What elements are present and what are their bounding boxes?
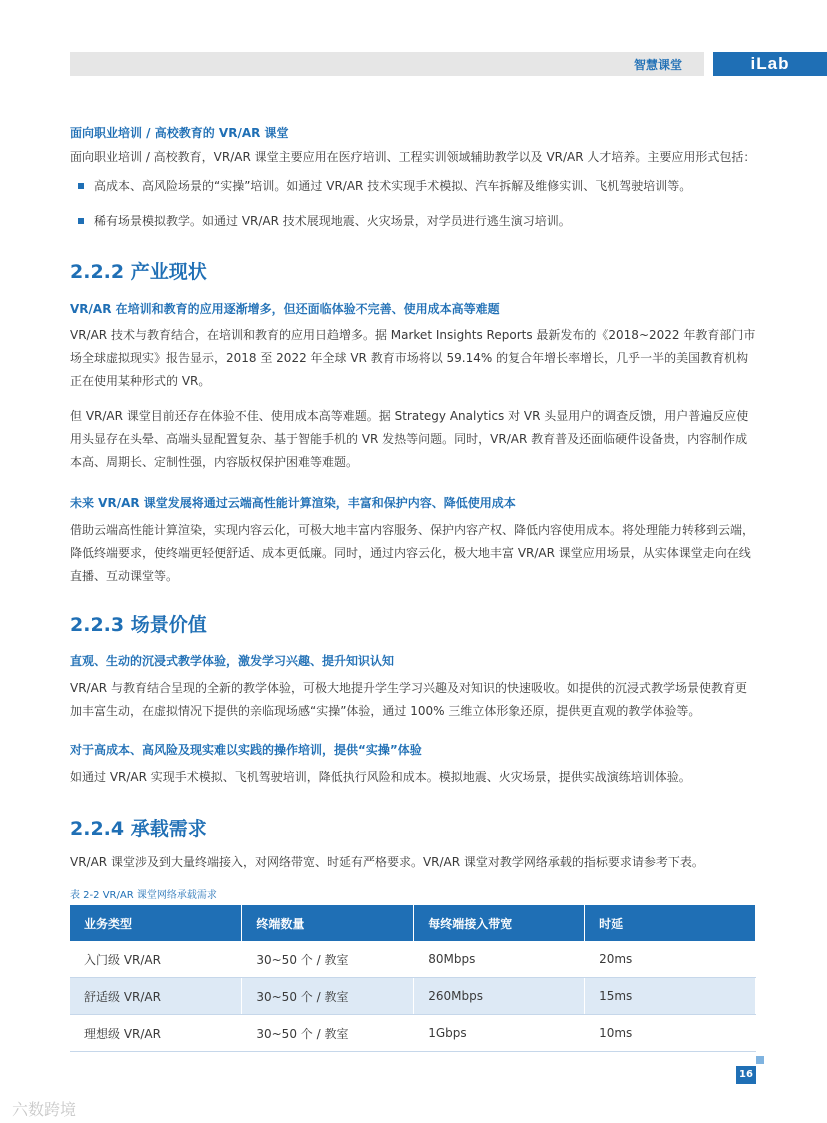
requirements-table: [70, 905, 756, 1052]
table-cell: 舒适级 VR/AR: [70, 978, 242, 1015]
brand-logo: iLab: [713, 52, 827, 76]
table-cell: 10ms: [585, 1015, 756, 1052]
header-bar: [70, 52, 704, 76]
s222-para-3: 借助云端高性能计算渲染，实现内容云化，可极大地丰富内容服务、保护内容产权、降低内容使用成本。将处理能力转移到云端，降低终端要求，使终端更轻便舒适、成本更低廉。同时，通过内容云化，极大地丰富 VR/AR 课堂应用场景，从实体课堂走向在线直播、互动课堂等。: [70, 523, 755, 583]
page-corner-decoration: [756, 1056, 764, 1064]
bullet-square-icon: [78, 183, 84, 189]
intro-subhead: 面向职业培训 / 高校教育的 VR/AR 课堂: [70, 126, 289, 140]
intro-bullet-1: [78, 176, 691, 196]
watermark: 六数跨境: [12, 1100, 77, 1119]
table-cell: 30~50 个 / 教室: [242, 941, 414, 978]
table-caption: 表 2-2 VR/AR 课堂网络承载需求: [70, 890, 217, 901]
s222-subhead-1: VR/AR 在培训和教育的应用逐渐增多，但还面临体验不完善、使用成本高等难题: [70, 302, 500, 316]
table-row: [70, 941, 756, 978]
bullet-square-icon: [78, 218, 84, 224]
s222-para-2: 但 VR/AR 课堂目前还存在体验不佳、使用成本高等难题。据 Strategy Analytics 对 VR 头显用户的调查反馈，用户普遍反应使用头显存在头晕、高端头显配置复杂、基于智能手机的 VR 发热等问题。同时，VR/AR 教育普及还面临硬件设备贵，内容制作成本高、周期长、定制性强，内容版权保护困难等难题。: [70, 409, 749, 469]
bullet-text: 稀有场景模拟教学。如通过 VR/AR 技术展现地震、火灾场景，对学员进行逃生演习培训。: [94, 214, 571, 228]
table-row: [70, 978, 756, 1015]
table-header-cell: 业务类型: [70, 905, 242, 941]
table-cell: 理想级 VR/AR: [70, 1015, 242, 1052]
s224-para-1: VR/AR 课堂涉及到大量终端接入，对网络带宽、时延有严格要求。VR/AR 课堂对教学网络承载的指标要求请参考下表。: [70, 855, 704, 869]
section-2-2-2-title: 2.2.2 产业现状: [70, 261, 207, 283]
page-number: 16: [736, 1066, 756, 1084]
s222-subhead-2: 未来 VR/AR 课堂发展将通过云端高性能计算渲染，丰富和保护内容、降低使用成本: [70, 496, 516, 510]
table-header-row: [70, 905, 756, 941]
table-cell: 15ms: [585, 978, 756, 1015]
section-2-2-4-title: 2.2.4 承载需求: [70, 818, 207, 840]
intro-paragraph: 面向职业培训 / 高校教育，VR/AR 课堂主要应用在医疗培训、工程实训领域辅助教学以及 VR/AR 人才培养。主要应用形式包括：: [70, 150, 756, 164]
table-cell: 1Gbps: [414, 1015, 585, 1052]
table-header-cell: 终端数量: [242, 905, 414, 941]
bullet-text: 高成本、高风险场景的“实操”培训。如通过 VR/AR 技术实现手术模拟、汽车拆解及维修实训、飞机驾驶培训等。: [94, 179, 692, 193]
table-cell: 30~50 个 / 教室: [242, 1015, 414, 1052]
s223-para-2: 如通过 VR/AR 实现手术模拟、飞机驾驶培训，降低执行风险和成本。模拟地震、火灾场景，提供实战演练培训体验。: [70, 770, 691, 784]
section-2-2-3-title: 2.2.3 场景价值: [70, 614, 207, 636]
table-cell: 入门级 VR/AR: [70, 941, 242, 978]
table-row: [70, 1015, 756, 1052]
s223-subhead-1: 直观、生动的沉浸式教学体验，激发学习兴趣、提升知识认知: [70, 654, 395, 668]
table-cell: 80Mbps: [414, 941, 585, 978]
table-header-cell: 每终端接入带宽: [414, 905, 585, 941]
intro-bullet-2: [78, 211, 571, 231]
header-section-label: 智慧课堂: [633, 58, 682, 72]
table-header-cell: 时延: [585, 905, 756, 941]
s222-para-1: VR/AR 技术与教育结合，在培训和教育的应用日趋增多。据 Market Insights Reports 最新发布的《2018~2022 年教育部门市场全球虚拟现实》报告显示，2018 至 2022 年全球 VR 教育市场将以 59.14% 的复合年增长率增长，几乎一半的美国教育机构正在使用某种形式的 VR。: [70, 328, 756, 388]
s223-para-1: VR/AR 与教育结合呈现的全新的教学体验，可极大地提升学生学习兴趣及对知识的快速吸收。如提供的沉浸式教学场景使教育更加丰富生动，在虚拟情况下提供的亲临现场感“实操”体验，通过 100% 三维立体形象还原，提供更直观的教学体验等。: [70, 681, 747, 718]
table-cell: 30~50 个 / 教室: [242, 978, 414, 1015]
s223-subhead-2: 对于高成本、高风险及现实难以实践的操作培训，提供“实操”体验: [70, 743, 422, 757]
table-cell: 260Mbps: [414, 978, 585, 1015]
table-cell: 20ms: [585, 941, 756, 978]
